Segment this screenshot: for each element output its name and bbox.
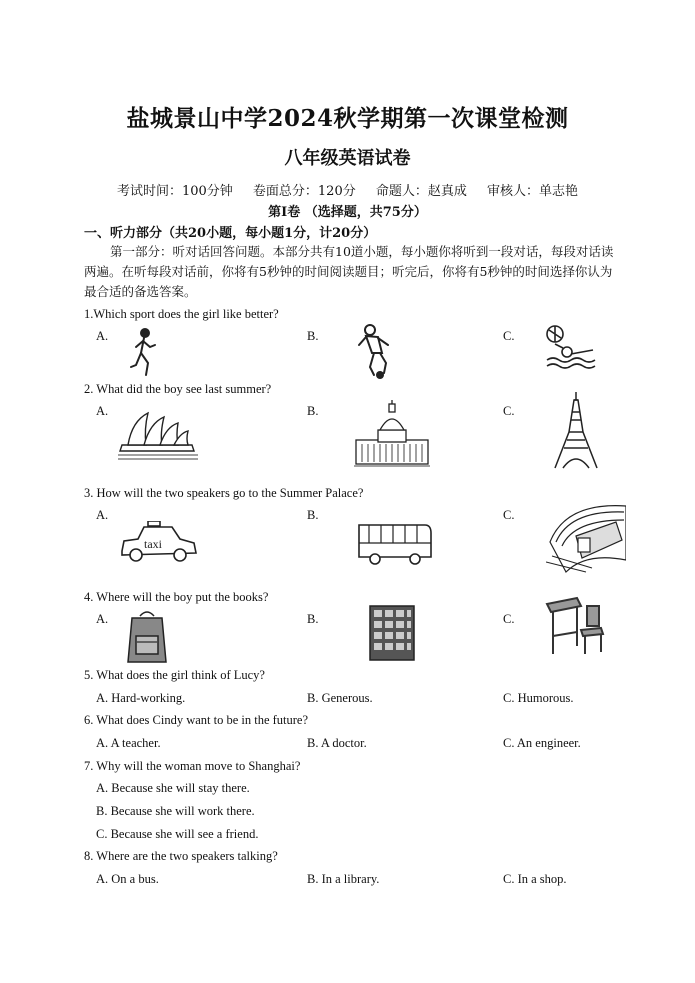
bookshelf-icon [368,604,416,662]
q6-option-b[interactable]: B. A doctor. [307,736,367,750]
setter: 命题人：赵真成 [375,184,467,199]
q4-option-c[interactable]: C. [503,612,515,626]
q5-option-c[interactable]: C. Humorous. [503,691,574,705]
q6-option-c[interactable]: C. An engineer. [503,736,581,750]
opera-house-icon [118,407,198,463]
q1-option-a[interactable]: A. [96,329,109,343]
page-subtitle: 八年级英语试卷 [284,148,411,169]
exam-info [0,180,695,199]
q5-option-b[interactable]: B. Generous. [307,691,373,705]
q2-option-c[interactable]: C. [503,404,515,418]
question-8: 8. Where are the two speakers talking? [84,849,278,863]
section-heading: 一、听力部分（共20小题，每小题1分，计20分） [84,226,377,241]
subway-train-icon [546,502,626,576]
q1-option-b[interactable]: B. [307,329,319,343]
q3-option-c[interactable]: C. [503,508,515,522]
q6-option-a[interactable]: A. A teacher. [96,736,161,750]
q8-option-a[interactable]: A. On a bus. [96,872,159,886]
backpack-icon [124,608,170,666]
page-title: 盐城景山中学2024秋学期第一次课堂检测 [126,105,569,132]
section-intro: 第一部分：听对话回答问题。本部分共有10道小题，每小题你将听到一段对话，每段对话读两遍。在听每段对话前，你将有5秒钟的时间阅读题目；听完后，你将有5秒钟的时间选择你认为最合适的备选答案。 [84,244,614,299]
question-4: 4. Where will the boy put the books? [84,590,269,604]
q4-option-b[interactable]: B. [307,612,319,626]
q1-option-c[interactable]: C. [503,329,515,343]
question-5: 5. What does the girl think of Lucy? [84,668,265,682]
question-3: 3. How will the two speakers go to the Summer Palace? [84,486,364,500]
swimmer-icon [545,324,597,376]
question-2: 2. What did the boy see last summer? [84,382,272,396]
taxi-label: taxi [144,537,162,551]
bus-icon [355,521,433,567]
q7-option-c[interactable]: C. Because she will see a friend. [96,827,259,841]
total-score: 卷面总分：120分 [252,184,356,199]
capitol-building-icon [354,400,430,470]
q5-option-a[interactable]: A. Hard-working. [96,691,186,705]
desk-chair-icon [543,596,607,660]
q4-option-a[interactable]: A. [96,612,109,626]
running-girl-icon [128,327,158,379]
soccer-player-icon [356,323,398,381]
eiffel-tower-icon [553,392,599,470]
q2-option-b[interactable]: B. [307,404,319,418]
question-6: 6. What does Cindy want to be in the future? [84,713,309,727]
taxi-icon [118,521,198,567]
exam-time: 考试时间：100分钟 [116,184,233,199]
q7-option-a[interactable]: A. Because she will stay there. [96,781,250,795]
q3-option-b[interactable]: B. [307,508,319,522]
volume-heading: 第Ⅰ卷 （选择题，共75分） [268,205,427,220]
q8-option-b[interactable]: B. In a library. [307,872,380,886]
question-1: 1.Which sport does the girl like better? [84,307,279,321]
q3-option-a[interactable]: A. [96,508,109,522]
reviewer: 审核人：单志艳 [487,184,579,199]
q7-option-b[interactable]: B. Because she will work there. [96,804,255,818]
q2-option-a[interactable]: A. [96,404,109,418]
q8-option-c[interactable]: C. In a shop. [503,872,567,886]
question-7: 7. Why will the woman move to Shanghai? [84,759,301,773]
